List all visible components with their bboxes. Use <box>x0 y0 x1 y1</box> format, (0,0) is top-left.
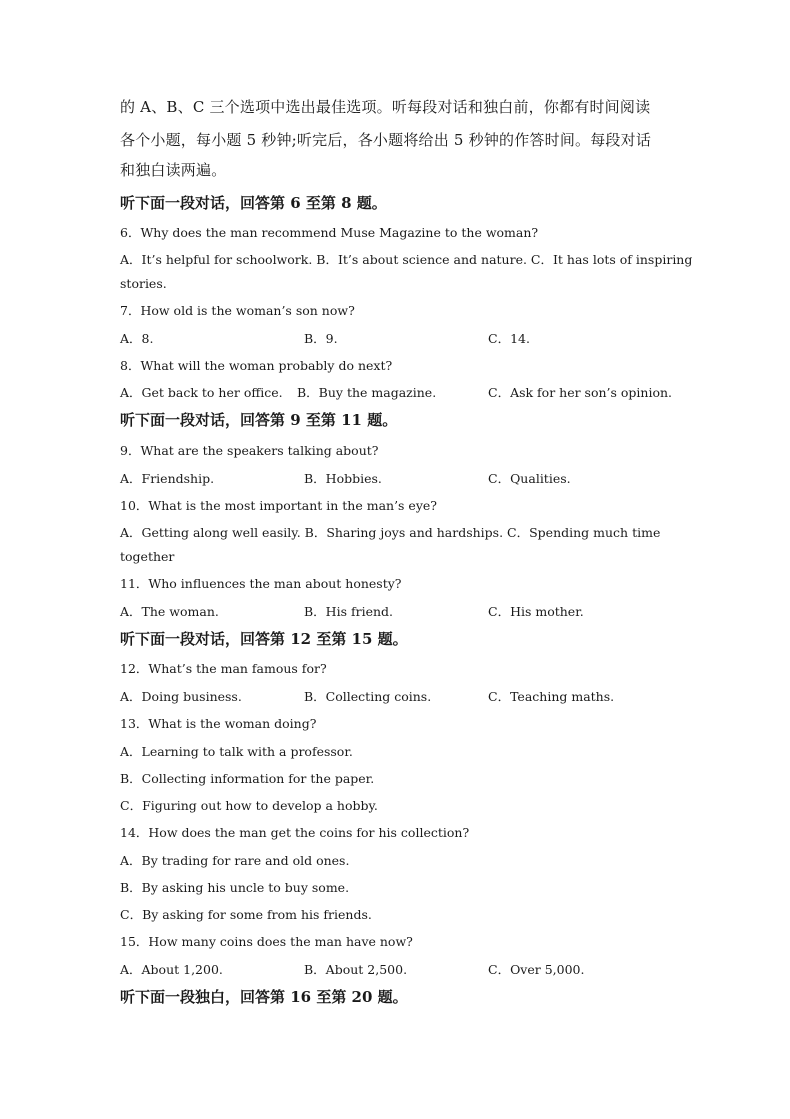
question-9: 9．What are the speakers talking about? <box>120 443 379 458</box>
question-13: 13．What is the woman doing? <box>120 716 317 731</box>
section-heading-4: 听下面一段独白，回答第 16 至第 20 题。 <box>120 988 408 1006</box>
question-12-option-b: B．Collecting coins. <box>304 689 432 704</box>
section-heading-2: 听下面一段对话，回答第 9 至第 11 题。 <box>120 411 398 429</box>
question-12: 12．What’s the man famous for? <box>120 661 327 676</box>
question-14-option-b: B．By asking his uncle to buy some. <box>120 880 350 895</box>
question-6: 6．Why does the man recommend Muse Magazine to the woman? <box>120 225 539 240</box>
question-12-option-a: A．Doing business. <box>120 689 242 704</box>
question-15: 15．How many coins does the man have now? <box>120 934 413 949</box>
question-7-option-b: B．9. <box>304 331 338 346</box>
question-13-option-b: B．Collecting information for the paper. <box>120 771 375 786</box>
question-8-option-a: A．Get back to her office. <box>120 385 283 400</box>
question-10: 10．What is the most important in the man’s eye? <box>120 498 437 513</box>
question-13-option-c: C．Figuring out how to develop a hobby. <box>120 798 378 813</box>
question-10-options: A．Getting along well easily. B．Sharing joys and hardships. C．Spending much time <box>120 525 661 540</box>
question-15-option-a: A．About 1,200. <box>120 962 223 977</box>
intro-line-3: 和独白读两遍。 <box>120 161 227 179</box>
question-7-option-c: C．14. <box>488 331 530 346</box>
question-11-option-b: B．His friend. <box>304 604 393 619</box>
question-11-option-a: A．The woman. <box>120 604 219 619</box>
question-7-option-a: A．8. <box>120 331 154 346</box>
question-14-option-c: C．By asking for some from his friends. <box>120 907 372 922</box>
question-11-option-c: C．His mother. <box>488 604 584 619</box>
question-14: 14．How does the man get the coins for his collection? <box>120 825 470 840</box>
question-6-options-cont: stories. <box>120 276 167 291</box>
question-12-option-c: C．Teaching maths. <box>488 689 615 704</box>
question-13-option-a: A．Learning to talk with a professor. <box>120 744 353 759</box>
question-9-option-b: B．Hobbies. <box>304 471 382 486</box>
question-10-options-cont: together <box>120 549 175 564</box>
question-8: 8．What will the woman probably do next? <box>120 358 393 373</box>
question-11: 11．Who influences the man about honesty? <box>120 576 402 591</box>
section-heading-3: 听下面一段对话，回答第 12 至第 15 题。 <box>120 630 408 648</box>
question-7: 7．How old is the woman’s son now? <box>120 303 355 318</box>
question-9-option-c: C．Qualities. <box>488 471 571 486</box>
intro-line-1: 的 A、B、C 三个选项中选出最佳选项。听每段对话和独白前，你都有时间阅读 <box>120 98 651 116</box>
question-15-option-c: C．Over 5,000. <box>488 962 585 977</box>
question-14-option-a: A．By trading for rare and old ones. <box>120 853 350 868</box>
intro-line-2: 各个小题，每小题 5 秒钟;听完后，各小题将给出 5 秒钟的作答时间。每段对话 <box>120 131 652 149</box>
question-9-option-a: A．Friendship. <box>120 471 215 486</box>
question-15-option-b: B．About 2,500. <box>304 962 408 977</box>
question-8-option-b: B．Buy the magazine. <box>297 385 437 400</box>
question-6-options: A．It’s helpful for schoolwork. B．It’s about science and nature. C．It has lots of inspiring <box>120 252 693 267</box>
question-8-option-c: C．Ask for her son’s opinion. <box>488 385 673 400</box>
section-heading-1: 听下面一段对话，回答第 6 至第 8 题。 <box>120 194 387 212</box>
